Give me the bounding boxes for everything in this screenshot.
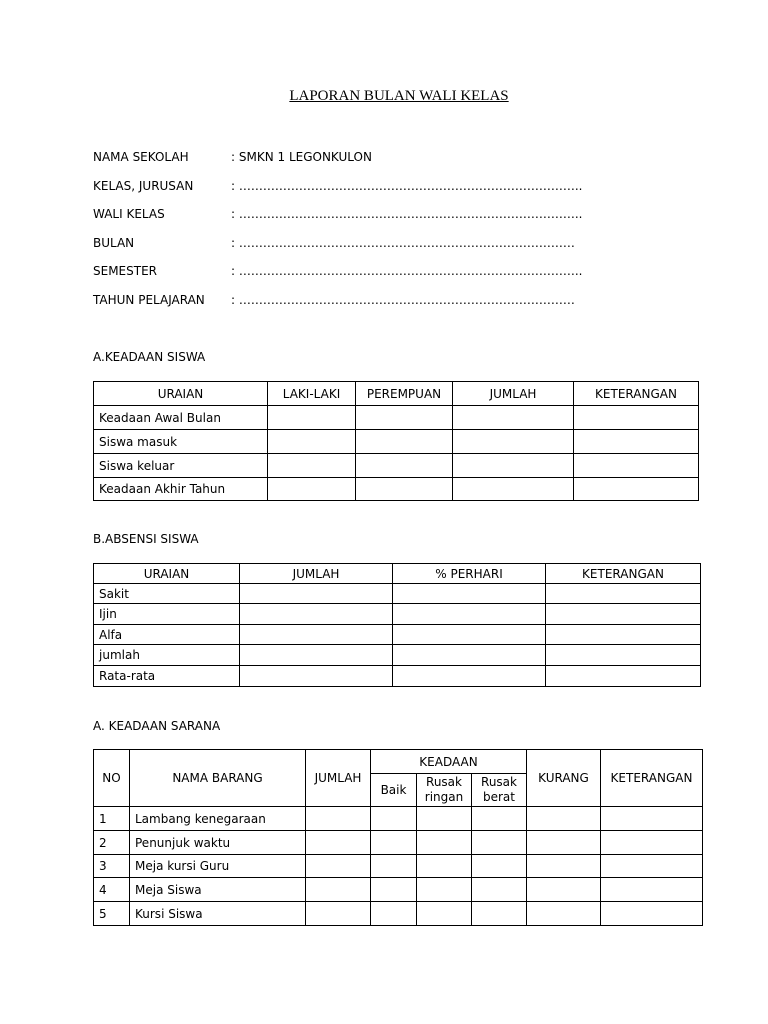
table-row bbox=[94, 855, 703, 878]
table-cell bbox=[268, 478, 356, 501]
table-cell bbox=[546, 625, 701, 645]
row-number: 2 bbox=[94, 831, 130, 855]
table-cell bbox=[453, 430, 574, 454]
info-value: : ………………………………………………………………………… bbox=[231, 235, 575, 250]
table-cell bbox=[527, 855, 601, 878]
table-header-row bbox=[94, 564, 701, 584]
table-row bbox=[94, 625, 701, 645]
document-title: LAPORAN BULAN WALI KELAS bbox=[289, 88, 509, 104]
table-cell bbox=[371, 831, 417, 855]
table-cell bbox=[371, 855, 417, 878]
section-b-heading: B.ABSENSI SISWA bbox=[93, 532, 199, 546]
table-cell bbox=[472, 902, 527, 926]
row-label: Ijin bbox=[94, 604, 240, 625]
table-row bbox=[94, 406, 699, 430]
row-label: Meja Siswa bbox=[130, 878, 306, 902]
col-header: URAIAN bbox=[94, 564, 240, 584]
absensi-siswa-table bbox=[93, 563, 701, 687]
col-header: LAKI-LAKI bbox=[268, 382, 356, 406]
info-label: TAHUN PELAJARAN bbox=[93, 292, 205, 307]
table-cell bbox=[393, 645, 546, 666]
table-row bbox=[94, 430, 699, 454]
table-cell bbox=[546, 645, 701, 666]
table-cell bbox=[371, 807, 417, 831]
table-cell bbox=[306, 831, 371, 855]
table-cell bbox=[601, 878, 703, 902]
table-row bbox=[94, 902, 703, 926]
row-label: Rata-rata bbox=[94, 666, 240, 687]
col-header: KETERANGAN bbox=[574, 382, 699, 406]
table-cell bbox=[574, 454, 699, 478]
table-row bbox=[94, 478, 699, 501]
table-cell bbox=[371, 902, 417, 926]
row-label: Siswa keluar bbox=[94, 454, 268, 478]
table-cell bbox=[527, 807, 601, 831]
table-cell bbox=[601, 807, 703, 831]
section-a-heading: A.KEADAAN SISWA bbox=[93, 350, 206, 364]
table-cell bbox=[601, 902, 703, 926]
info-label: NAMA SEKOLAH bbox=[93, 150, 189, 164]
col-header: % PERHARI bbox=[393, 564, 546, 584]
section-c-heading: A. KEADAAN SARANA bbox=[93, 719, 221, 733]
col-header-baik: Baik bbox=[371, 774, 417, 807]
table-cell bbox=[546, 604, 701, 625]
col-header: PEREMPUAN bbox=[356, 382, 453, 406]
table-cell bbox=[306, 878, 371, 902]
col-header-kurang: KURANG bbox=[527, 750, 601, 807]
table-cell bbox=[417, 831, 472, 855]
table-cell bbox=[268, 406, 356, 430]
row-label: Lambang kenegaraan bbox=[130, 807, 306, 831]
table-cell bbox=[393, 666, 546, 687]
info-label: SEMESTER bbox=[93, 264, 158, 279]
table-row bbox=[94, 878, 703, 902]
col-header: JUMLAH bbox=[240, 564, 393, 584]
row-label: Sakit bbox=[94, 584, 240, 604]
info-value: : ………………………………………………………………………….. bbox=[231, 264, 583, 279]
info-value: : ………………………………………………………………………….. bbox=[231, 207, 583, 222]
row-label: Penunjuk waktu bbox=[130, 831, 306, 855]
info-label: KELAS, JURUSAN bbox=[93, 178, 194, 193]
table-cell bbox=[453, 406, 574, 430]
table-header-row bbox=[94, 382, 699, 406]
table-cell bbox=[240, 645, 393, 666]
table-cell bbox=[546, 584, 701, 604]
table-cell bbox=[393, 604, 546, 625]
col-header-jumlah: JUMLAH bbox=[306, 750, 371, 807]
table-row bbox=[94, 807, 703, 831]
table-cell bbox=[240, 604, 393, 625]
table-cell bbox=[472, 807, 527, 831]
info-label: WALI KELAS bbox=[93, 207, 165, 222]
row-label: jumlah bbox=[94, 645, 240, 666]
table-cell bbox=[527, 878, 601, 902]
row-number: 4 bbox=[94, 878, 130, 902]
table-cell bbox=[574, 478, 699, 501]
table-cell bbox=[453, 454, 574, 478]
col-header-keadaan: KEADAAN bbox=[371, 750, 527, 774]
table-cell bbox=[472, 855, 527, 878]
table-cell bbox=[240, 625, 393, 645]
row-number: 1 bbox=[94, 807, 130, 831]
info-value: : ………………………………………………………………………….. bbox=[231, 178, 583, 193]
table-row bbox=[94, 645, 701, 666]
table-cell bbox=[268, 430, 356, 454]
table-cell bbox=[527, 831, 601, 855]
col-header-nama-barang: NAMA BARANG bbox=[130, 750, 306, 807]
row-label: Alfa bbox=[94, 625, 240, 645]
row-label: Meja kursi Guru bbox=[130, 855, 306, 878]
table-row bbox=[94, 831, 703, 855]
table-cell bbox=[393, 625, 546, 645]
info-label: BULAN bbox=[93, 235, 135, 250]
col-header: URAIAN bbox=[94, 382, 268, 406]
row-number: 5 bbox=[94, 902, 130, 926]
table-cell bbox=[601, 855, 703, 878]
table-cell bbox=[417, 878, 472, 902]
table-cell bbox=[472, 831, 527, 855]
row-label: Siswa masuk bbox=[94, 430, 268, 454]
keadaan-siswa-table bbox=[93, 381, 699, 501]
info-value: : ………………………………………………………………………… bbox=[231, 292, 575, 307]
table-cell bbox=[574, 430, 699, 454]
table-header-row bbox=[94, 750, 703, 774]
table-cell bbox=[574, 406, 699, 430]
table-cell bbox=[306, 855, 371, 878]
col-header-keterangan: KETERANGAN bbox=[601, 750, 703, 807]
col-header-no: NO bbox=[94, 750, 130, 807]
table-cell bbox=[356, 454, 453, 478]
row-label: Keadaan Awal Bulan bbox=[94, 406, 268, 430]
table-cell bbox=[417, 807, 472, 831]
table-row bbox=[94, 454, 699, 478]
col-header: JUMLAH bbox=[453, 382, 574, 406]
col-header-rusak-ringan: Rusak ringan bbox=[417, 774, 472, 807]
table-cell bbox=[417, 855, 472, 878]
table-cell bbox=[356, 430, 453, 454]
info-value: : SMKN 1 LEGONKULON bbox=[231, 150, 372, 164]
table-row bbox=[94, 666, 701, 687]
col-header-rusak-berat: Rusak berat bbox=[472, 774, 527, 807]
table-cell bbox=[546, 666, 701, 687]
table-cell bbox=[356, 478, 453, 501]
table-cell bbox=[527, 902, 601, 926]
row-label: Keadaan Akhir Tahun bbox=[94, 478, 268, 501]
table-cell bbox=[240, 666, 393, 687]
row-label: Kursi Siswa bbox=[130, 902, 306, 926]
table-row bbox=[94, 604, 701, 625]
table-cell bbox=[356, 406, 453, 430]
table-cell bbox=[417, 902, 472, 926]
table-cell bbox=[453, 478, 574, 501]
table-cell bbox=[472, 878, 527, 902]
table-cell bbox=[306, 902, 371, 926]
table-cell bbox=[306, 807, 371, 831]
row-number: 3 bbox=[94, 855, 130, 878]
table-cell bbox=[240, 584, 393, 604]
table-row bbox=[94, 584, 701, 604]
keadaan-sarana-table bbox=[93, 749, 703, 926]
col-header: KETERANGAN bbox=[546, 564, 701, 584]
table-cell bbox=[601, 831, 703, 855]
table-cell bbox=[371, 878, 417, 902]
table-cell bbox=[268, 454, 356, 478]
table-cell bbox=[393, 584, 546, 604]
